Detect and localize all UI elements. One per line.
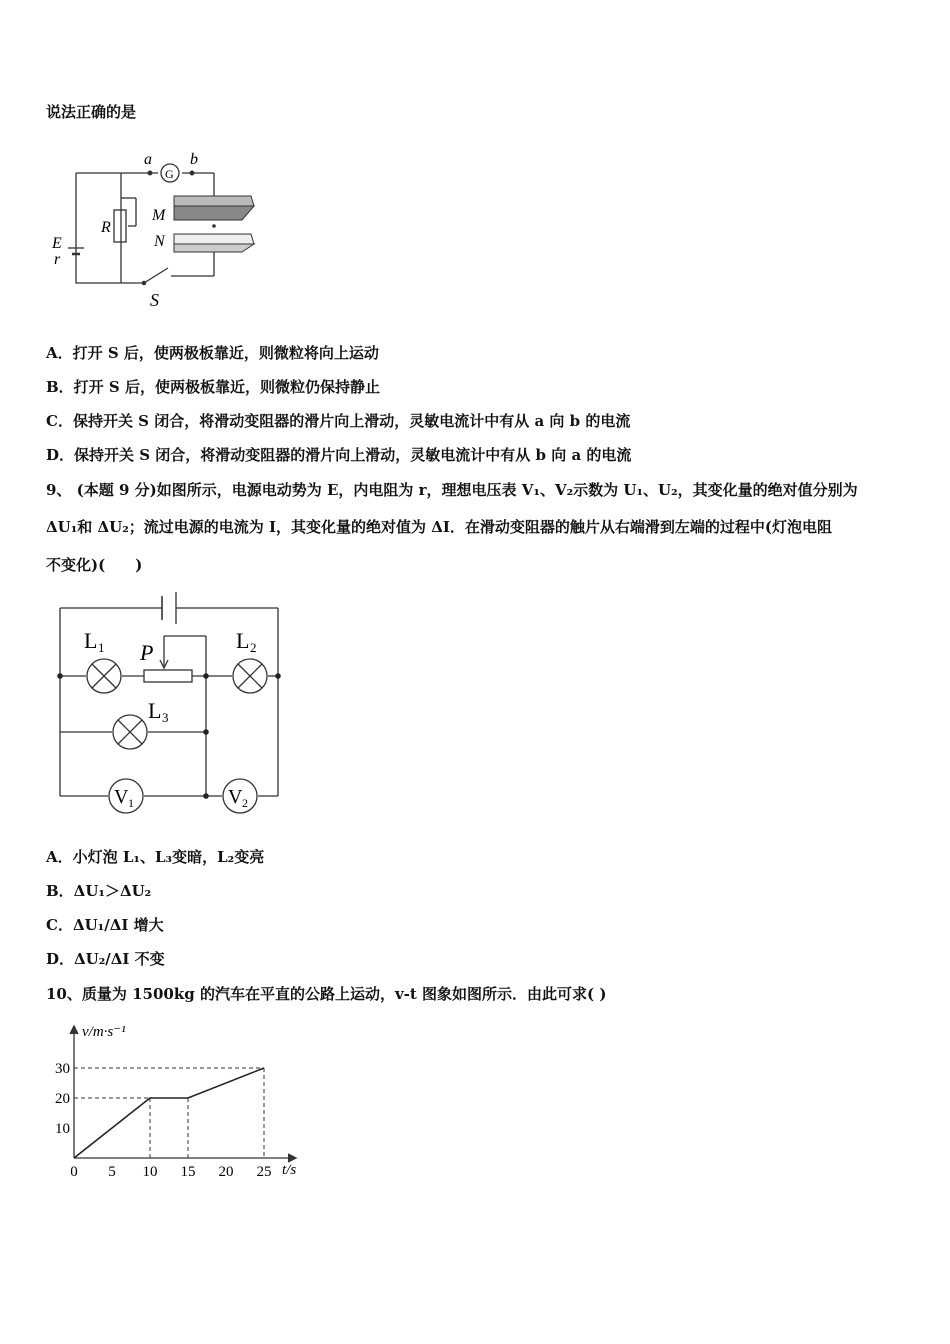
q9-stem-line2: ΔU₁和 ΔU₂；流过电源的电流为 I，其变化量的绝对值为 ΔI．在滑动变阻器的触片从右端滑到左端的过程中(灯泡电阻 — [46, 518, 833, 536]
label-N: N — [154, 233, 165, 250]
vt-ytick-label: 10 — [55, 1121, 70, 1137]
q9-option-c: C．ΔU₁/ΔI 增大 — [46, 916, 164, 934]
label-L1: L — [84, 628, 98, 653]
q10-stem: 10、质量为 1500kg 的汽车在平直的公路上运动，v-t 图象如图所示．由此可求( ) — [46, 985, 607, 1003]
q9-option-d: D．ΔU₂/ΔI 不变 — [46, 950, 165, 968]
vt-xtick-label: 25 — [256, 1164, 272, 1180]
q9-option-b: B．ΔU₁＞ΔU₂ — [46, 882, 152, 900]
q9-stem-line3: 不变化)( ) — [46, 556, 143, 574]
label-S: S — [150, 290, 159, 310]
vt-xlabel: t/s — [282, 1162, 297, 1178]
q9-stem-line1: 9、 (本题 9 分)如图所示，电源电动势为 E，内电阻为 r，理想电压表 V₁、V₂示数为 U₁、U₂，其变化量的绝对值分别为 — [46, 481, 858, 499]
intro-text: 说法正确的是 — [46, 103, 137, 121]
vt-xtick-label: 15 — [180, 1164, 196, 1180]
label-V2: V — [228, 786, 243, 808]
vt-xtick-label: 5 — [108, 1164, 116, 1180]
vt-ytick-label: 30 — [55, 1061, 70, 1077]
label-G: G — [165, 167, 174, 181]
label-P: P — [140, 640, 154, 665]
q8-option-c: C．保持开关 S 闭合，将滑动变阻器的滑片向上滑动，灵敏电流计中有从 a 向 b 的电流 — [46, 412, 631, 430]
label-M: M — [152, 207, 166, 224]
label-L3-sub: 3 — [162, 710, 169, 725]
q8-option-b: B．打开 S 后，使两极板靠近，则微粒仍保持静止 — [46, 378, 380, 396]
vt-ytick-label: 20 — [55, 1091, 70, 1107]
vt-xtick-label: 0 — [70, 1164, 78, 1180]
label-L2: L — [236, 628, 250, 653]
q8-option-a: A．打开 S 后，使两极板靠近，则微粒将向上运动 — [46, 344, 379, 362]
vt-chart — [40, 1022, 310, 1182]
label-V1-sub: 1 — [128, 796, 134, 810]
label-L1-sub: 1 — [98, 640, 105, 655]
label-V1: V — [114, 786, 129, 808]
label-L2-sub: 2 — [250, 640, 257, 655]
vt-xtick-label: 10 — [142, 1164, 158, 1180]
label-E: E — [52, 235, 62, 252]
label-b: b — [190, 151, 198, 168]
label-L3: L — [148, 698, 162, 723]
q9-option-a: A．小灯泡 L₁、L₃变暗，L₂变亮 — [46, 848, 265, 866]
label-R: R — [101, 219, 111, 236]
label-a: a — [144, 151, 152, 168]
q8-option-d: D．保持开关 S 闭合，将滑动变阻器的滑片向上滑动，灵敏电流计中有从 b 向 a 的电流 — [46, 446, 632, 464]
label-V2-sub: 2 — [242, 796, 248, 810]
q8-circuit-figure — [46, 148, 256, 313]
label-r: r — [54, 251, 61, 268]
vt-ylabel: v/m·s⁻¹ — [82, 1024, 126, 1040]
vt-xtick-label: 20 — [218, 1164, 234, 1180]
vt-series-line — [74, 1068, 264, 1158]
q9-circuit-figure — [46, 588, 291, 816]
